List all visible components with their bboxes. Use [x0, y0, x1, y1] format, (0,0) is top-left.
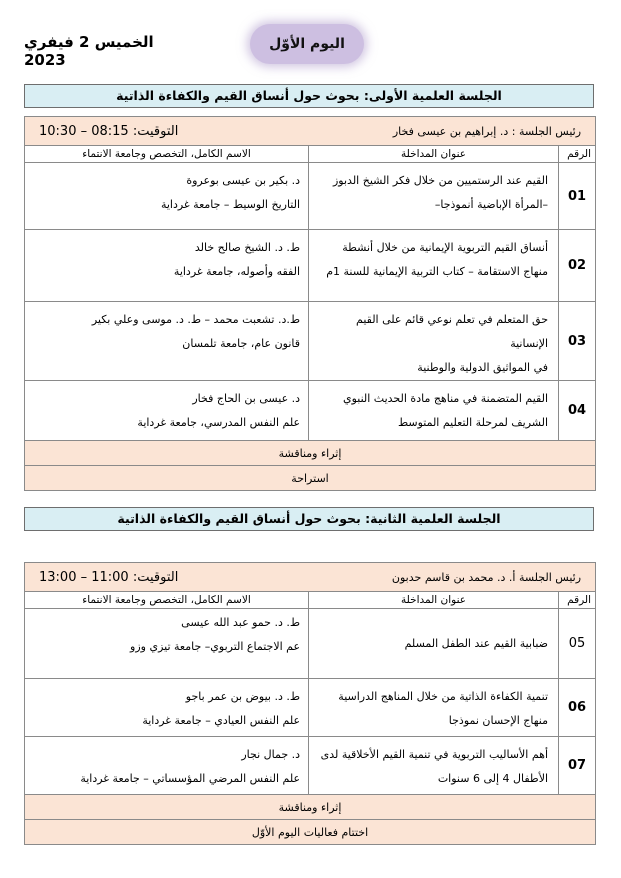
col-name-header: الاسم الكامل، التخصص وجامعة الانتماء: [25, 146, 309, 163]
session2-title: الجلسة العلمية الثانية: بحوث حول أنساق القيم والكفاءة الذاتية: [24, 507, 594, 531]
speaker-info: ط. د. حمو عبد الله عيسى عم الاجتماع التربوي– جامعة تيزي وزو: [25, 609, 309, 679]
table-row: [25, 381, 596, 441]
speaker-info: ط. د. بيوض بن عمر باجو علم النفس العيادي – جامعة غرداية: [25, 679, 309, 737]
session1-header-row: [25, 117, 596, 146]
break-label: استراحة: [25, 466, 596, 491]
talk-title: القيم عند الرستميين من خلال فكر الشيخ الدبوز –المرأة الإباضية أنموذجا–: [309, 163, 559, 230]
talk-title: أنساق القيم التربوية الإيمانية من خلال أنشطة منهاج الاستقامة – كتاب التربية الإيمانية للسنة 1م: [309, 230, 559, 302]
session2-table: [24, 562, 596, 845]
col-name-header: الاسم الكامل، التخصص وجامعة الانتماء: [25, 592, 309, 609]
talk-title: حق المتعلم في تعلم نوعي قائم على القيم الإنسانية في المواثيق الدولية والوطنية: [309, 302, 559, 381]
speaker-info: د. عيسى بن الحاج فخار علم النفس المدرسي، جامعة غرداية: [25, 381, 309, 441]
session1-chair: رئيس الجلسة : د. إبراهيم بن عيسى فخار: [392, 124, 582, 138]
session2-discussion-row: [25, 795, 596, 820]
row-number: 06: [559, 679, 596, 737]
discussion-label: إثراء ومناقشة: [25, 795, 596, 820]
col-number-header: الرقم: [559, 146, 596, 163]
talk-title: أهم الأساليب التربوية في تنمية القيم الأخلاقية لدى الأطفال 4 إلى 6 سنوات: [309, 737, 559, 795]
speaker-info: ط. د. الشيخ صالح خالد الفقه وأصوله، جامعة غرداية: [25, 230, 309, 302]
event-date: الخميس 2 فيفري 2023: [24, 33, 154, 69]
day-title: اليوم الأوّل: [269, 36, 345, 52]
row-number: 04: [559, 381, 596, 441]
table-row: [25, 163, 596, 230]
row-number: 01: [559, 163, 596, 230]
session2-closing-row: [25, 820, 596, 845]
session1-break-row: [25, 466, 596, 491]
session1-discussion-row: [25, 441, 596, 466]
table-row: [25, 609, 596, 679]
discussion-label: إثراء ومناقشة: [25, 441, 596, 466]
table-row: [25, 230, 596, 302]
session1-title: الجلسة العلمية الأولى: بحوث حول أنساق القيم والكفاءة الذاتية: [24, 84, 594, 108]
table-row: [25, 302, 596, 381]
speaker-info: ط.د. تشعبت محمد – ط. د. موسى وعلي بكير قانون عام، جامعة تلمسان: [25, 302, 309, 381]
table-row: [25, 737, 596, 795]
session2-column-headers: [25, 592, 596, 609]
speaker-info: د. بكير بن عيسى بوعروة التاريخ الوسيط – جامعة غرداية: [25, 163, 309, 230]
session2-time: التوقيت: 11:00 – 13:00: [39, 569, 179, 585]
speaker-info: د. جمال نجار علم النفس المرضي المؤسساتي – جامعة غرداية: [25, 737, 309, 795]
col-title-header: عنوان المداخلة: [309, 146, 559, 163]
session1-time: التوقيت: 08:15 – 10:30: [39, 123, 179, 139]
session2-chair: رئيس الجلسة أ. د. محمد بن قاسم حدبون: [391, 570, 582, 584]
closing-label: اختتام فعاليات اليوم الأوّل: [25, 820, 596, 845]
row-number: 03: [559, 302, 596, 381]
talk-title: القيم المتضمنة في مناهج مادة الحديث النبوي الشريف لمرحلة التعليم المتوسط: [309, 381, 559, 441]
row-number: 02: [559, 230, 596, 302]
col-number-header: الرقم: [559, 592, 596, 609]
talk-title: ضبابية القيم عند الطفل المسلم: [309, 609, 559, 679]
row-number: 07: [559, 737, 596, 795]
session1-table: [24, 116, 596, 491]
day-badge: [250, 24, 364, 64]
table-row: [25, 679, 596, 737]
session2-header-row: [25, 563, 596, 592]
talk-title: تنمية الكفاءة الذاتية من خلال المناهج الدراسية منهاج الإحسان نموذجا: [309, 679, 559, 737]
col-title-header: عنوان المداخلة: [309, 592, 559, 609]
session1-column-headers: [25, 146, 596, 163]
row-number: 05: [559, 609, 596, 679]
